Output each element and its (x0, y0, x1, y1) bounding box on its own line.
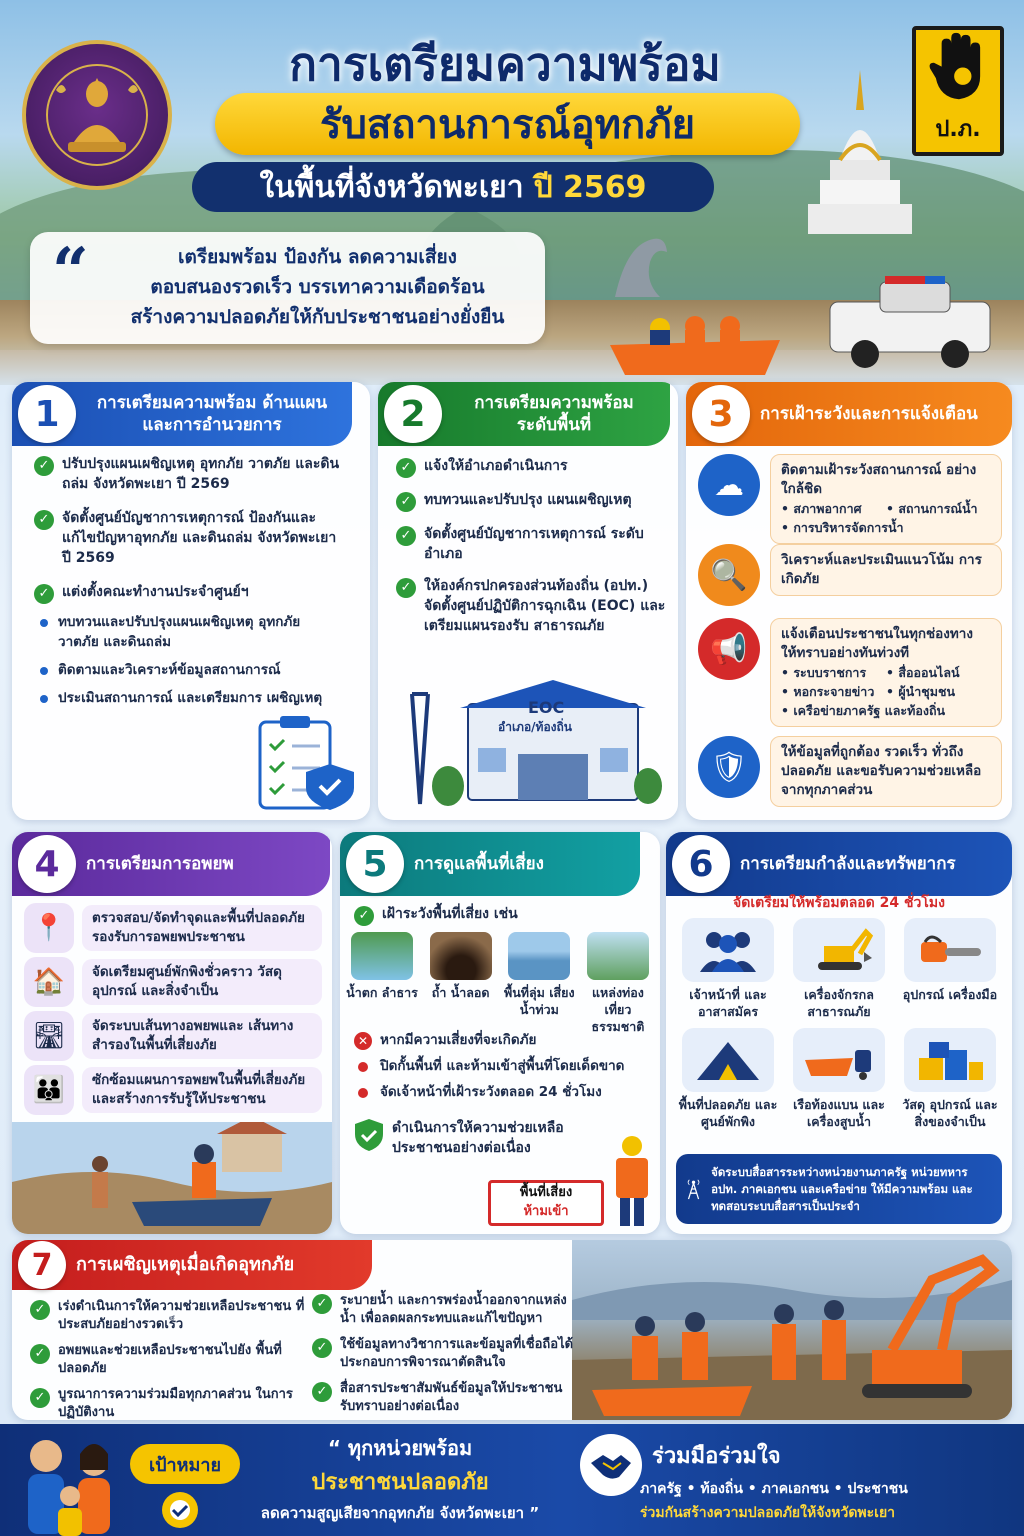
section-header (12, 1240, 372, 1290)
section-evacuation (12, 832, 332, 1234)
evac-row (24, 1066, 322, 1114)
magnifier-chart-icon: 🔍 (698, 544, 760, 606)
item-text: เฝ้าระวังพื้นที่เสี่ยง เช่น (382, 906, 518, 922)
flooded-house-icon (508, 932, 570, 980)
resource-cell (676, 1028, 780, 1130)
list-item (354, 1082, 650, 1102)
province-year-banner (192, 162, 714, 212)
evac-row (24, 1012, 322, 1060)
staff-icon (682, 918, 774, 982)
list-item (312, 1292, 574, 1328)
planning-list (34, 454, 344, 716)
section-number: 6 (672, 835, 730, 893)
tile-label: น้ำตก ลำธาร (346, 985, 418, 1000)
sub-list-item (34, 660, 344, 680)
check-icon: ✓ (34, 456, 54, 476)
monitor-row (698, 454, 1002, 544)
row-text: จัดระบบเส้นทางอพยพและ เส้นทางสำรองในพื้นที่เสี่ยงภัย (82, 1013, 322, 1059)
section-title: การเผชิญเหตุเมื่อเกิดอุทกภัย (76, 1254, 295, 1275)
check-icon: ✓ (312, 1382, 332, 1402)
item-text: ปิดกั้นพื้นที่ และห้ามเข้าสู่พื้นที่โดยเด็ดขาด (380, 1058, 625, 1074)
page-title: การเตรียมความพร้อม (289, 37, 721, 91)
no-entry-sign (488, 1180, 604, 1226)
sub-list-item (34, 688, 344, 708)
resource-cell (787, 918, 891, 1020)
risk-tile (503, 932, 575, 1035)
check-icon: ✓ (30, 1344, 50, 1364)
bullet-icon (358, 1088, 368, 1098)
resource-cell (898, 1028, 1002, 1130)
list-item (34, 454, 344, 494)
check-icon: ✓ (396, 526, 416, 546)
family-icon (10, 1430, 130, 1536)
sub-list (34, 612, 344, 708)
province-text: ในพื้นที่จังหวัดพะเยา (259, 169, 524, 205)
readiness-subtitle: จัดเตรียมให้พร้อมตลอด 24 ชั่วโมง (733, 895, 945, 911)
item-text: ทบทวนและปรับปรุง แผนเผชิญเหตุ (424, 492, 632, 508)
sign-text: ห้ามเข้า (523, 1204, 569, 1219)
evac-row (24, 958, 322, 1006)
dopa-logo (912, 26, 1004, 156)
sub-list-item (34, 612, 344, 652)
eoc-building-illustration (398, 674, 668, 810)
shield-check-icon (354, 1118, 384, 1152)
list-item (396, 490, 666, 512)
monitor-row (698, 544, 1002, 606)
item-text: ให้องค์กรปกครองส่วนท้องถิ่น (อปท.) จัดตั้งศูนย์ปฏิบัติการฉุกเฉิน (EOC) และเตรียมแผนรองรับ สาธารณภัย (424, 578, 666, 634)
item-text: อพยพและช่วยเหลือประชาชนไปยัง พื้นที่ปลอดภัย (58, 1343, 282, 1376)
tile-label: แหล่งท่องเที่ยว ธรรมชาติ (591, 985, 645, 1034)
check-icon: ✓ (34, 584, 54, 604)
section-number: 3 (692, 385, 750, 443)
family-icon: 👪 (24, 1065, 74, 1115)
cooperation-line: ร่วมกันสร้างความปลอดภัยให้จังหวัดพะเยา (640, 1505, 896, 1521)
row-text: จัดเตรียมศูนย์พักพิงชั่วคราว วัสดุ อุปกรณ์ และสิ่งจำเป็น (82, 959, 322, 1005)
section-risk-area (340, 832, 660, 1234)
communication-banner (676, 1154, 1002, 1224)
section-number: 7 (18, 1241, 66, 1289)
section-header (12, 382, 352, 446)
clipboard-shield-icon (252, 712, 362, 812)
check-icon: ✓ (312, 1338, 332, 1358)
item-text: ประเมินสถานการณ์ และเตรียมการ เผชิญเหตุ (58, 690, 323, 706)
list-item (396, 456, 666, 478)
rescue-truck-icon (820, 272, 1000, 372)
response-list-right (312, 1292, 574, 1420)
sub-item: • หอกระจายข่าว (781, 682, 886, 701)
rescue-scene-illustration (572, 1240, 1012, 1420)
tent-icon (682, 1028, 774, 1092)
sub-item: • สภาพอากาศ (781, 499, 886, 518)
shelter-house-icon: 🏠 (24, 957, 74, 1007)
cell-label: พื้นที่ปลอดภัย และศูนย์พักพิง (678, 1097, 778, 1129)
cell-label: อุปกรณ์ เครื่องมือ (902, 987, 998, 1002)
assist-note (354, 1118, 584, 1158)
item-text: ดำเนินการให้ความช่วยเหลือ ประชาชนอย่างต่อเนื่อง (392, 1120, 564, 1156)
header-banner (0, 0, 1024, 385)
row-text: แจ้งเตือนประชาชนในทุกช่องทาง ให้ทราบอย่างทันท่วงที (781, 626, 973, 661)
goal-line: “ ทุกหน่วยพร้อม (327, 1436, 473, 1460)
section-title: การเฝ้าระวังและการแจ้งเตือน (760, 404, 978, 424)
x-mark-icon: ✕ (354, 1032, 372, 1050)
officer-icon (608, 1132, 656, 1228)
risk-header (354, 1030, 650, 1050)
list-item (396, 576, 666, 636)
quote-mark-icon: “ (52, 234, 89, 309)
bullet-icon (40, 695, 48, 703)
province-seal-logo (22, 40, 172, 190)
check-icon: ✓ (312, 1294, 332, 1314)
row-text: วิเคราะห์และประเมินแนวโน้ม การเกิดภัย (781, 552, 982, 587)
item-text: จัดเจ้าหน้าที่เฝ้าระวังตลอด 24 ชั่วโมง (380, 1084, 602, 1100)
item-text: หากมีความเสี่ยงที่จะเกิดภัย (380, 1032, 537, 1048)
nature-tourism-icon (587, 932, 649, 980)
list-item (312, 1380, 574, 1416)
megaphone-icon: 📢 (698, 618, 760, 680)
risk-tiles (346, 932, 654, 1035)
monitor-text (770, 618, 1002, 727)
section-number: 5 (346, 835, 404, 893)
cooperation-line: ภาครัฐ • ท้องถิ่น • ภาคเอกชน • ประชาชน (640, 1481, 908, 1497)
watch-label (354, 904, 518, 926)
cooperation-title: ร่วมมือร่วมใจ (652, 1444, 781, 1469)
sub-item: • สื่อออนไลน์ (886, 663, 991, 682)
risk-tile (346, 932, 418, 1035)
year-text: ปี 2569 (533, 169, 647, 205)
route-icon: 🛣 (24, 1011, 74, 1061)
row-sub-list (781, 499, 991, 537)
risk-tile (425, 932, 497, 1035)
eoc-subtitle: อำเภอ/ท้องถิ่น (498, 720, 572, 734)
section-response (12, 1240, 1012, 1420)
eoc-building-icon (398, 674, 668, 810)
rescue-boat-icon (605, 300, 785, 380)
buddha-seal-icon (42, 60, 152, 170)
resource-cell (787, 1028, 891, 1130)
supplies-icon (904, 1028, 996, 1092)
resource-cell (898, 918, 1002, 1020)
section-header (686, 382, 1012, 446)
section-header (666, 832, 1012, 896)
row-text: ให้ข้อมูลที่ถูกต้อง รวดเร็ว ทั่วถึง ปลอดภัย และขอรับความช่วยเหลือ จากทุกภาคส่วน (781, 744, 982, 798)
check-icon: ✓ (30, 1388, 50, 1408)
goal-line: ประชาชนปลอดภัย (311, 1470, 489, 1495)
response-list-left (30, 1298, 312, 1420)
section-number: 2 (384, 385, 442, 443)
section-title: การเตรียมกำลังและทรัพยากร (740, 854, 956, 874)
item-text: จัดตั้งศูนย์บัญชาการเหตุการณ์ ป้องกันและแก้ไขปัญหาอุทกภัย และดินถล่ม จังหวัดพะเยา ปี 2569 (62, 510, 337, 566)
goal-badge: เป้าหมาย (130, 1444, 240, 1484)
section-title: การเตรียมความพร้อม ด้านแผนและการอำนวยการ (96, 393, 328, 435)
item-text: แจ้งให้อำเภอดำเนินการ (424, 458, 568, 474)
check-icon: ✓ (34, 510, 54, 530)
item-text: ปรับปรุงแผนเผชิญเหตุ อุทกภัย วาตภัย และดินถล่ม จังหวัดพะเยา ปี 2569 (62, 456, 340, 492)
evacuation-boat-illustration (12, 1122, 332, 1234)
list-item (30, 1298, 312, 1334)
section-title: การเตรียมการอพยพ (86, 854, 234, 874)
sub-item: • เครือข่ายภาครัฐ และท้องถิ่น (781, 701, 991, 720)
item-text: บูรณาการความร่วมมือทุกภาคส่วน ในการปฏิบัติงาน (58, 1387, 293, 1420)
check-icon: ✓ (354, 906, 374, 926)
monitor-text (770, 454, 1002, 544)
list-item (396, 524, 666, 564)
boat-pump-icon (793, 1028, 885, 1092)
section-title: การเตรียมความพร้อม ระดับพื้นที่ (474, 393, 634, 435)
target-check-icon (160, 1490, 200, 1530)
radio-tower-icon (686, 1163, 701, 1215)
section-resources (666, 832, 1012, 1234)
monitor-text (770, 736, 1002, 807)
item-text: สื่อสารประชาสัมพันธ์ข้อมูลให้ประชาชน รับทราบอย่างต่อเนื่อง (340, 1381, 563, 1414)
risk-actions (354, 1030, 650, 1108)
row-sub-list (781, 663, 991, 720)
mission-quote (30, 232, 545, 344)
row-text: ติดตามเฝ้าระวังสถานการณ์ อย่างใกล้ชิด (781, 462, 977, 497)
sub-item: • สถานการณ์น้ำ (886, 499, 991, 518)
monitor-row (698, 618, 1002, 727)
footer-banner (0, 1424, 1024, 1536)
list-item (354, 1056, 650, 1076)
item-text: เร่งดำเนินการให้ความช่วยเหลือประชาชน ที่ประสบภัยอย่างรวดเร็ว (58, 1299, 305, 1332)
item-text: ทบทวนและปรับปรุงแผนเผชิญเหตุ อุทกภัย วาตภัย และดินถล่ม (58, 614, 301, 650)
list-item (312, 1336, 574, 1372)
section-header (378, 382, 670, 446)
item-text: ระบายน้ำ และการพร่องน้ำออกจากแหล่งน้ำ เพื่อลดผลกระทบและแก้ไขปัญหา (340, 1293, 567, 1326)
logo-text: ป.ภ. (935, 117, 981, 142)
list-item (34, 508, 344, 568)
section-planning (12, 382, 370, 820)
cell-label: วัสดุ อุปกรณ์ และสิ่งของจำเป็น (902, 1097, 998, 1129)
check-icon: ✓ (30, 1300, 50, 1320)
list-item (34, 582, 344, 604)
row-text: ซักซ้อมแผนการอพยพในพื้นที่เสี่ยงภัย และสร้างการรับรู้ให้ประชาชน (82, 1067, 322, 1113)
monitor-text (770, 544, 1002, 596)
cell-label: เจ้าหน้าที่ และอาสาสมัคร (689, 987, 767, 1019)
communication-text: จัดระบบสื่อสารระหว่างหน่วยงานภาครัฐ หน่วยทหาร อปท. ภาคเอกชน และเครือข่าย ให้มีความพร้อม และทดสอบระบบสื่อสารเป็นประจำ (711, 1164, 973, 1213)
list-item (30, 1342, 312, 1378)
hand-shield-icon (923, 30, 993, 107)
check-icon: ✓ (396, 578, 416, 598)
bullet-icon (358, 1062, 368, 1072)
tile-label: พื้นที่ลุ่ม เสี่ยงน้ำท่วม (504, 985, 575, 1017)
cell-label: เครื่องจักรกล สาธารณภัย (804, 987, 874, 1019)
item-text: ใช้ข้อมูลทางวิชาการและข้อมูลที่เชื่อถือได้ ประกอบการพิจารณาตัดสินใจ (340, 1337, 574, 1370)
sub-item: • ระบบราชการ (781, 663, 886, 682)
naga-statue-icon (605, 222, 685, 302)
bullet-icon (40, 619, 48, 627)
map-pin-icon: 📍 (24, 903, 74, 953)
section-title: การดูแลพื้นที่เสี่ยง (414, 854, 544, 874)
section-header (12, 832, 330, 896)
item-text: แต่งตั้งคณะทำงานประจำศูนย์ฯ (62, 584, 249, 600)
item-text: จัดตั้งศูนย์บัญชาการเหตุการณ์ ระดับอำเภอ (424, 526, 644, 562)
resource-cell (676, 918, 780, 1020)
quote-line: ตอบสนองรวดเร็ว บรรเทาความเดือดร้อน (150, 276, 485, 298)
quote-line: สร้างความปลอดภัยให้กับประชาชนอย่างยั่งยืน (130, 306, 505, 328)
rain-cloud-icon: ☁ (698, 454, 760, 516)
cell-label: เรือท้องแบน และเครื่องสูบน้ำ (793, 1097, 885, 1129)
area-list (396, 456, 666, 648)
list-item (30, 1386, 312, 1420)
risk-tile (582, 932, 654, 1035)
waterfall-icon (351, 932, 413, 980)
section-monitoring (686, 382, 1012, 820)
section-number: 1 (18, 385, 76, 443)
resource-grid (676, 918, 1002, 1138)
sign-text: พื้นที่เสี่ยง (519, 1185, 573, 1200)
check-icon: ✓ (396, 492, 416, 512)
handshake-icon (580, 1434, 642, 1496)
bullet-icon (40, 667, 48, 675)
monitor-row (698, 736, 1002, 807)
excavator-icon (793, 918, 885, 982)
section-area-readiness (378, 382, 678, 820)
sub-item: • ผู้นำชุมชน (886, 682, 991, 701)
sub-item: • การบริหารจัดการน้ำ (781, 518, 991, 537)
shield-people-icon: 🛡 (698, 736, 760, 798)
page-subtitle: รับสถานการณ์อุทกภัย (215, 93, 800, 155)
chainsaw-icon (904, 918, 996, 982)
item-text: ติดตามและวิเคราะห์ข้อมูลสถานการณ์ (58, 662, 281, 678)
quote-line: เตรียมพร้อม ป้องกัน ลดความเสี่ยง (178, 246, 457, 268)
row-text: ตรวจสอบ/จัดทำจุดและพื้นที่ปลอดภัย รองรับการอพยพประชาชน (82, 905, 322, 951)
goal-text (215, 1432, 585, 1525)
evac-row (24, 904, 322, 952)
rescue-photo (572, 1240, 1012, 1420)
section-number: 4 (18, 835, 76, 893)
stupa-icon (800, 70, 920, 260)
cave-icon (430, 932, 492, 980)
goal-line: ลดความสูญเสียจากอุทกภัย จังหวัดพะเยา ” (260, 1504, 540, 1522)
section-header (340, 832, 640, 896)
tile-label: ถ้ำ น้ำลอด (431, 985, 490, 1000)
check-icon: ✓ (396, 458, 416, 478)
eoc-title: EOC (528, 698, 565, 717)
